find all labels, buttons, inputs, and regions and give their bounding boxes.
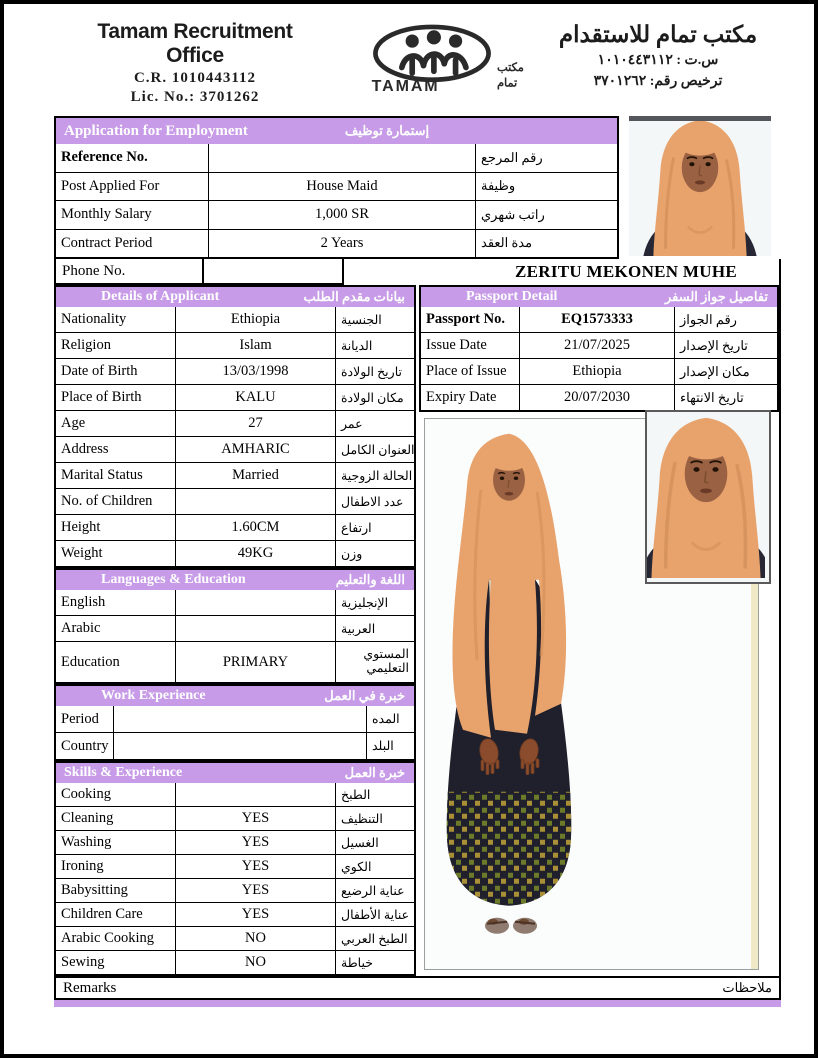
field-value: 2 Years xyxy=(209,230,476,258)
field-value: Ethiopia xyxy=(520,359,675,384)
passport-column xyxy=(419,285,781,976)
field-label-ar: تاريخ الإصدار xyxy=(680,337,748,353)
field-label-ar: عناية الأطفال xyxy=(341,907,410,922)
bottom-accent-bar xyxy=(54,1000,781,1007)
license-number: Lic. No.: 3701262 xyxy=(130,89,260,105)
table-row xyxy=(56,359,414,385)
field-label-ar: الطبخ xyxy=(341,787,371,802)
field-label-ar: الغسيل xyxy=(341,835,379,850)
table-row xyxy=(56,927,414,951)
field-value xyxy=(176,590,336,615)
languages-table xyxy=(54,590,416,684)
application-table xyxy=(54,144,619,259)
field-label-ar: الجنسية xyxy=(341,312,382,327)
application-section xyxy=(54,116,619,259)
field-value: 1.60CM xyxy=(176,515,336,540)
photo-top-bar xyxy=(629,116,771,121)
phone-name-band xyxy=(54,259,781,285)
table-row xyxy=(56,590,414,616)
field-label-ar: عناية الرضيع xyxy=(341,883,405,898)
field-value: AMHARIC xyxy=(176,437,336,462)
field-value: 13/03/1998 xyxy=(176,359,336,384)
field-value xyxy=(114,733,367,759)
remarks-label-en: Remarks xyxy=(63,979,117,996)
field-label: Ironing xyxy=(56,855,176,878)
passport-title-en: Passport Detail xyxy=(466,289,558,304)
table-row xyxy=(56,144,617,173)
field-value xyxy=(176,783,336,806)
field-label: Arabic xyxy=(56,616,176,641)
table-row xyxy=(56,515,414,541)
field-label-ar: وزن xyxy=(341,546,363,561)
field-label: Age xyxy=(56,411,176,436)
field-value: YES xyxy=(176,903,336,926)
field-label: Cleaning xyxy=(56,807,176,830)
office-name: Tamam Recruitment Office xyxy=(97,20,293,67)
svg-text:TAMAM: TAMAM xyxy=(371,77,440,96)
field-value: YES xyxy=(176,855,336,878)
field-label: Weight xyxy=(56,541,176,566)
table-row xyxy=(56,201,617,230)
field-label: Education xyxy=(56,642,176,682)
field-value: 49KG xyxy=(176,541,336,566)
table-row xyxy=(56,385,414,411)
field-label: Nationality xyxy=(56,307,176,332)
field-label-ar: الديانة xyxy=(341,338,373,353)
office-info-en xyxy=(70,20,320,106)
table-row xyxy=(56,831,414,855)
field-label-ar: رقم المرجع xyxy=(481,149,543,165)
field-value xyxy=(209,144,476,172)
document-header xyxy=(4,4,814,106)
table-row xyxy=(56,807,414,831)
work-experience-table xyxy=(54,706,416,761)
table-row xyxy=(56,855,414,879)
field-label: Arabic Cooking xyxy=(56,927,176,950)
details-title-en: Details of Applicant xyxy=(101,289,220,304)
field-value: Islam xyxy=(176,333,336,358)
table-row xyxy=(56,411,414,437)
field-label: Date of Birth xyxy=(56,359,176,384)
field-label: Period xyxy=(56,706,114,732)
field-label-ar: عدد الاطفال xyxy=(341,494,404,509)
field-label: Sewing xyxy=(56,951,176,974)
field-value: EQ1573333 xyxy=(520,307,675,332)
field-label: Cooking xyxy=(56,783,176,806)
field-value: 1,000 SR xyxy=(209,201,476,229)
field-value: YES xyxy=(176,831,336,854)
license-number-arabic: ترخيص رقم: ٣٧٠١٢٦٢ xyxy=(593,74,723,89)
table-row xyxy=(421,359,777,385)
table-row xyxy=(56,333,414,359)
field-label-ar: العنوان الكامل xyxy=(341,442,415,457)
field-label: Reference No. xyxy=(56,144,209,172)
work-experience-section-header xyxy=(54,684,416,706)
field-label-ar: عمر xyxy=(341,416,363,431)
table-row xyxy=(56,307,414,333)
work-experience-title-ar: خبرة في العمل xyxy=(324,688,405,703)
tamam-logo-icon xyxy=(366,22,524,101)
office-info-ar xyxy=(498,22,802,90)
field-label-ar: مدة العقد xyxy=(481,235,533,251)
field-label: Expiry Date xyxy=(421,385,520,410)
office-name-arabic: مكتب تمام للاستقدام xyxy=(558,22,758,47)
table-row xyxy=(56,230,617,258)
field-label: Monthly Salary xyxy=(56,201,209,229)
remarks-label-ar: ملاحظات xyxy=(722,980,772,995)
field-label: No. of Children xyxy=(56,489,176,514)
field-label-ar: وظيفة xyxy=(481,178,516,194)
table-row xyxy=(421,385,777,410)
field-value: 20/07/2030 xyxy=(520,385,675,410)
field-label: Babysitting xyxy=(56,879,176,902)
field-label-ar: الطبخ العربي xyxy=(341,931,408,946)
details-table xyxy=(54,307,416,568)
table-row xyxy=(56,489,414,515)
field-label-ar: تاريخ الولادة xyxy=(341,364,402,379)
applicant-headshot-photo-2 xyxy=(645,410,771,584)
table-row xyxy=(56,706,414,733)
table-row xyxy=(56,951,414,974)
table-row xyxy=(56,173,617,202)
field-label-ar: الحالة الزوجية xyxy=(341,468,413,483)
field-label: English xyxy=(56,590,176,615)
field-label: Contract Period xyxy=(56,230,209,258)
field-label-ar: ارتفاع xyxy=(341,520,372,535)
table-row xyxy=(56,733,414,759)
field-label-ar: رقم الجواز xyxy=(680,311,737,327)
phone-value xyxy=(204,259,344,285)
table-row xyxy=(56,463,414,489)
field-value: House Maid xyxy=(209,173,476,201)
applicant-name: ZERITU MEKONEN MUHE xyxy=(418,259,781,285)
application-title-ar: إستمارة توظيف xyxy=(344,123,430,138)
passport-title-ar: تفاصيل جواز السفر xyxy=(664,289,768,304)
details-title-ar: بيانات مقدم الطلب xyxy=(303,289,405,304)
form-content xyxy=(54,116,781,1007)
field-label: Country xyxy=(56,733,114,759)
field-value: 27 xyxy=(176,411,336,436)
field-label-ar: البلد xyxy=(372,739,394,753)
svg-text:مكتب: مكتب xyxy=(497,62,524,75)
table-row xyxy=(56,541,414,566)
table-row xyxy=(56,616,414,642)
work-experience-title-en: Work Experience xyxy=(101,688,206,703)
field-value: KALU xyxy=(176,385,336,410)
field-label-ar: التنظيف xyxy=(341,811,383,826)
field-value xyxy=(114,706,367,732)
svg-text:تمام: تمام xyxy=(497,77,518,90)
details-section-header xyxy=(54,285,416,307)
passport-section-header xyxy=(419,285,779,307)
field-label: Passport No. xyxy=(421,307,520,332)
field-label-ar: الإنجليزية xyxy=(341,595,389,610)
passport-table xyxy=(419,307,779,412)
skills-table xyxy=(54,783,416,976)
field-label: Issue Date xyxy=(421,333,520,358)
table-row xyxy=(56,903,414,927)
table-row xyxy=(56,783,414,807)
languages-section-header xyxy=(54,568,416,590)
skills-section-header xyxy=(54,761,416,783)
application-title-en: Application for Employment xyxy=(64,122,248,139)
skills-title-ar: خبرة العمل xyxy=(344,765,405,780)
table-row xyxy=(421,333,777,359)
applicant-headshot-photo xyxy=(629,116,771,256)
field-value: PRIMARY xyxy=(176,642,336,682)
field-label-ar: خياطة xyxy=(341,955,373,970)
field-value: YES xyxy=(176,807,336,830)
field-label: Place of Issue xyxy=(421,359,520,384)
field-label-ar: راتب شهري xyxy=(481,206,545,222)
field-label-ar: العربية xyxy=(341,621,376,636)
field-value: YES xyxy=(176,879,336,902)
field-label: Place of Birth xyxy=(56,385,176,410)
application-section-header xyxy=(54,116,619,144)
field-label: Religion xyxy=(56,333,176,358)
languages-title-ar: اللغة والتعليم xyxy=(335,572,405,587)
field-label-ar: المده xyxy=(372,712,400,726)
field-value xyxy=(176,489,336,514)
field-value: Ethiopia xyxy=(176,307,336,332)
field-label: Marital Status xyxy=(56,463,176,488)
field-value: NO xyxy=(176,951,336,974)
field-label: Height xyxy=(56,515,176,540)
field-label-ar: مكان الإصدار xyxy=(680,363,750,379)
field-value: 21/07/2025 xyxy=(520,333,675,358)
remarks-row xyxy=(54,976,781,1000)
details-column xyxy=(54,285,416,976)
field-label: Post Applied For xyxy=(56,173,209,201)
skills-title-en: Skills & Experience xyxy=(64,765,183,780)
field-value: NO xyxy=(176,927,336,950)
cr-number: C.R. 1010443112 xyxy=(133,70,257,86)
photo-area xyxy=(419,412,779,976)
field-label-ar: الكوي xyxy=(341,859,372,874)
languages-title-en: Languages & Education xyxy=(101,572,246,587)
field-label: Address xyxy=(56,437,176,462)
cr-number-arabic: س.ت : ١٠١٠٤٤٣١١٢ xyxy=(597,53,719,68)
field-label: Children Care xyxy=(56,903,176,926)
phone-label: Phone No. xyxy=(54,259,204,285)
field-label-ar: تاريخ الانتهاء xyxy=(680,389,744,405)
table-row xyxy=(56,642,414,682)
field-value: Married xyxy=(176,463,336,488)
table-row xyxy=(421,307,777,333)
table-row xyxy=(56,879,414,903)
field-label: Washing xyxy=(56,831,176,854)
field-label-ar: المستوي التعليمي xyxy=(363,647,409,675)
table-row xyxy=(56,437,414,463)
field-label-ar: مكان الولادة xyxy=(341,390,404,405)
field-value xyxy=(176,616,336,641)
